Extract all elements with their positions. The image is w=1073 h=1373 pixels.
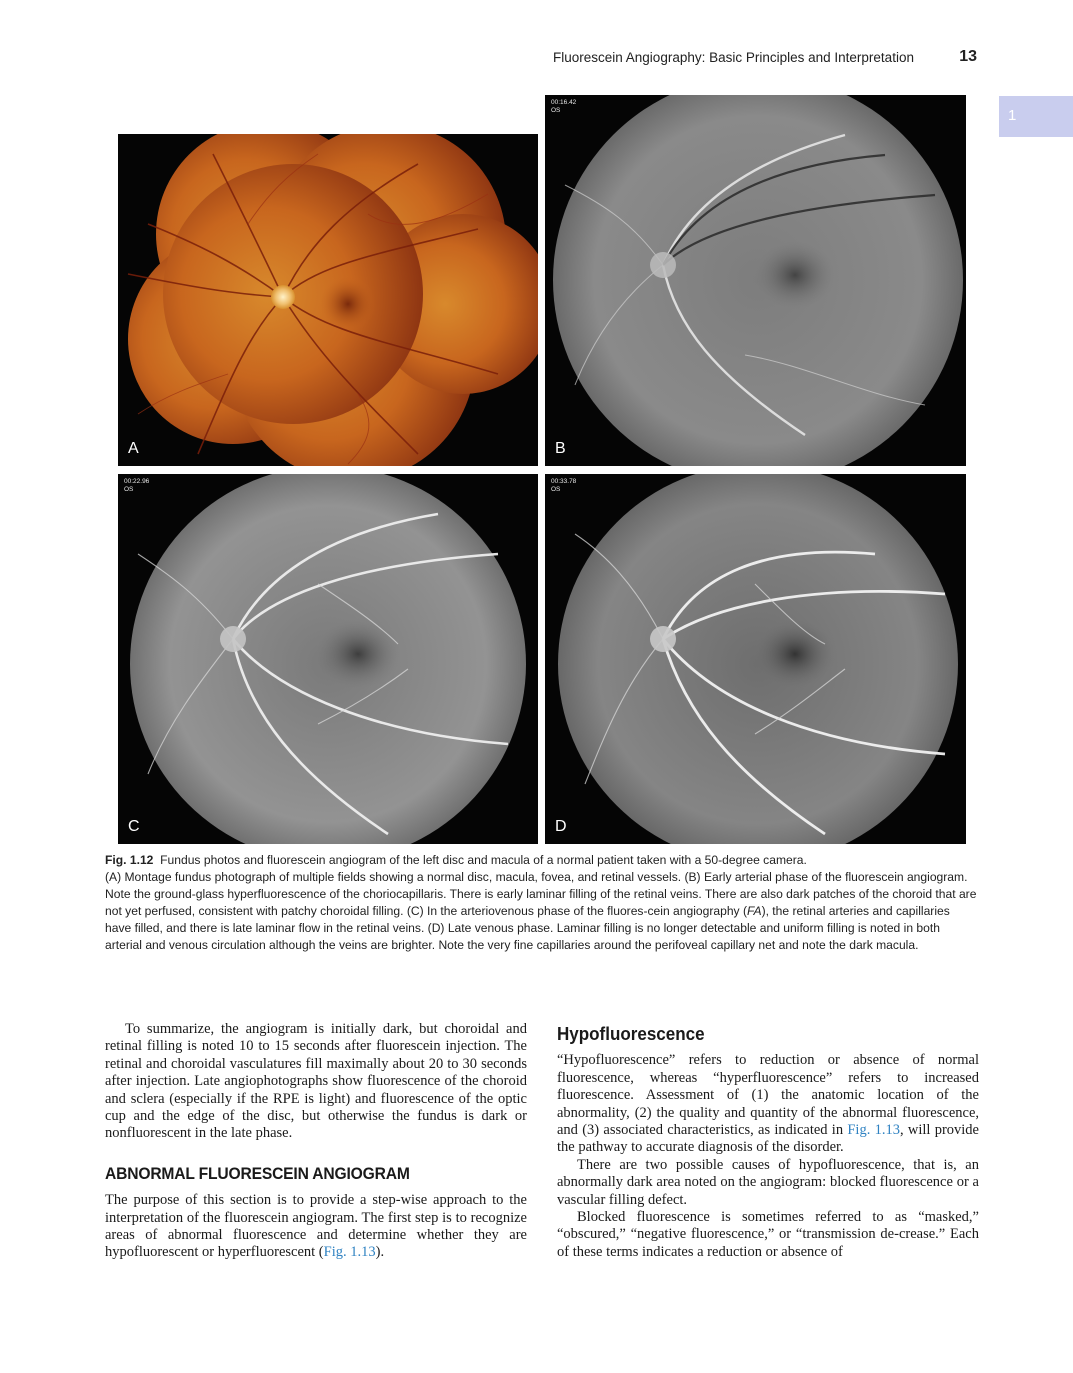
caption-intro: Fundus photos and fluorescein angiogram of the left disc and macula of a normal patient taken with a 50-degree camera. xyxy=(160,853,807,867)
chapter-number: 1 xyxy=(1008,107,1017,124)
timestamp-d: 00:33.78 OS xyxy=(551,478,577,493)
section-heading-hypofluorescence: Hypofluorescence xyxy=(557,1023,705,1044)
angiogram-d-image xyxy=(545,474,966,844)
caption-line-1 xyxy=(105,852,978,869)
timestamp-b: 00:16.42 OS xyxy=(551,99,577,114)
angiogram-b-image xyxy=(545,95,966,466)
figure-panel-a xyxy=(118,134,538,466)
section-heading-abnormal: ABNORMAL FLUORESCEIN ANGIOGRAM xyxy=(105,1163,410,1183)
right-column xyxy=(557,1021,979,1261)
purpose-paragraph: The purpose of this section is to provide a step-wise approach to the interpretation of the fluorescein angiogram. The first step is to recognize areas of abnormal fluorescence and determine whether they are hypofluorescent or hyperfluorescent (Fig. 1.13). xyxy=(105,1192,527,1261)
figure-panel-d xyxy=(545,474,966,844)
panel-letter-d: D xyxy=(555,818,567,835)
running-title: Fluorescein Angiography: Basic Principles and Interpretation xyxy=(553,50,914,65)
figure-link-1-13-b[interactable]: Fig. 1.13 xyxy=(847,1122,900,1139)
panel-letter-c: C xyxy=(128,818,140,835)
panel-letter-b: B xyxy=(555,440,566,457)
summary-paragraph: To summarize, the angiogram is initially dark, but choroidal and retinal filling is noted 10 to 15 seconds after fluorescein injection. The retinal and choroidal vasculatures fill maximally about 20 to 30 seconds after injection. Late angiophotographs show fluorescence of the choroid and sclera (especially if the RPE is light) and fluorescence of the optic cup and the edge of the disc, but otherwise the fundus is dark or nonfluorescent in the late phase. xyxy=(105,1021,527,1142)
caption-label: Fig. 1.12 xyxy=(105,853,154,867)
running-head xyxy=(553,48,983,70)
caption-body: (A) Montage fundus photograph of multiple fields showing a normal disc, macula, fovea, and retinal vessels. (B) Early arterial phase of the fluorescein angiogram. Note the ground-glass hyperfluorescence of the choriocapillaris. There is early laminar filling of the retinal veins. There are also dark patches of the choroid that are not yet perfused, consistent with patchy choroidal filling. (C) In the arteriovenous phase of the fluores-cein angiography (FA), the retinal arteries and capillaries have filled, and there is late laminar flow in the retinal veins. (D) Late venous phase. Laminar filling is no longer detectable and uniform filling is noted in both arterial and venous circulation although the veins are brighter. Note the very fine capillaries around the perifoveal capillary net and note the dark macula. xyxy=(105,870,977,953)
left-column xyxy=(105,1021,527,1262)
figure-link-1-13[interactable]: Fig. 1.13 xyxy=(323,1244,376,1261)
angiogram-c-image xyxy=(118,474,538,844)
definition-paragraph: “Hypofluorescence” refers to reduction or absence of normal fluorescence, whereas “hyperfluorescence” refers to increased fluorescence. Assessment of (1) the anatomic location of the abnormality, (2) the quality and quantity of the abnormal fluorescence, and (3) associated characteristics, as indicated in Fig. 1.13, will provide the pathway to accurate diagnosis of the disorder. xyxy=(557,1052,979,1156)
figure-panel-c xyxy=(118,474,538,844)
figure-panel-b xyxy=(545,95,966,466)
panel-letter-a: A xyxy=(128,440,139,457)
fundus-photo-image xyxy=(118,134,538,466)
causes-paragraph: There are two possible causes of hypofluorescence, that is, an abnormally dark area noted on the angiogram: blocked fluorescence or a vascular filling defect. xyxy=(557,1156,979,1208)
timestamp-c: 00:22.96 OS xyxy=(124,478,150,493)
caption-abbrev: FA xyxy=(747,904,762,919)
figure-caption xyxy=(105,852,978,955)
blocked-paragraph: Blocked fluorescence is sometimes referred to as “masked,” “obscured,” “negative fluorescence,” or “transmission de-crease.” Each of these terms indicates a reduction or absence of xyxy=(557,1209,979,1260)
page-number: 13 xyxy=(959,48,977,65)
chapter-tab xyxy=(999,96,1073,137)
